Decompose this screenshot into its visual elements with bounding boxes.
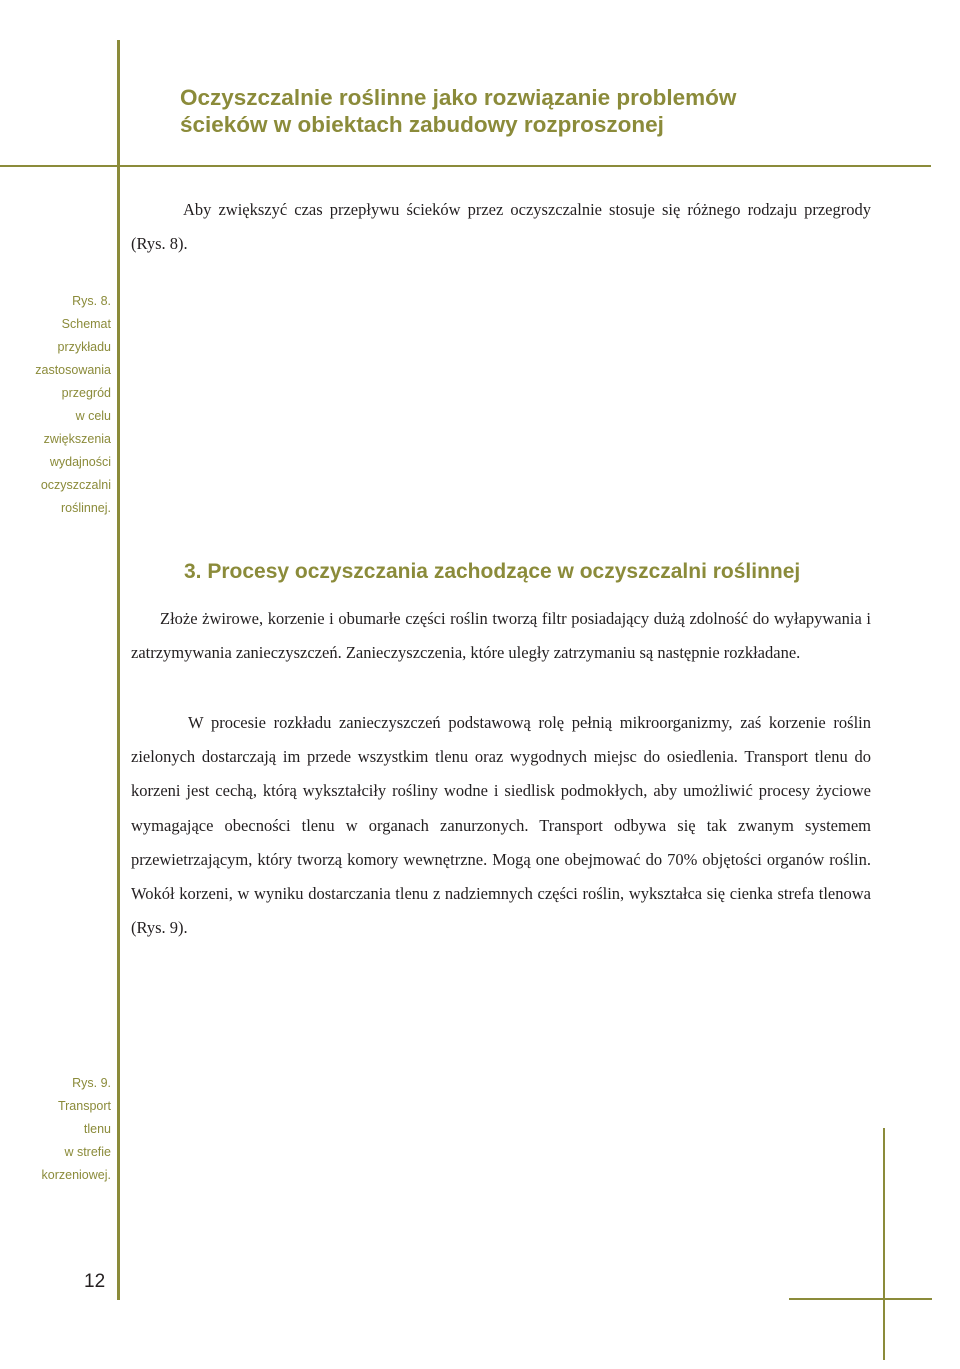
caption-line: zastosowania — [35, 363, 111, 377]
title-line-1: Oczyszczalnie roślinne jako rozwiązanie problemów — [180, 85, 737, 110]
section-title: Procesy oczyszczania zachodzące w oczyszczalni roślinnej — [207, 560, 801, 583]
caption-line: zwiększenia — [43, 432, 111, 446]
page-number: 12 — [84, 1271, 106, 1292]
figure-8-caption — [35, 290, 111, 520]
caption-line: Schemat — [61, 317, 111, 331]
section-paragraph-2: W procesie rozkładu zanieczyszczeń podstawową rolę pełnią mikroorganizmy, zaś korzenie roślin zielonych dostarczają im przede wszystkim tlenu oraz wygodnych miejsc do osiedlenia. Transport tlenu do korzeni jest cechą, którą wykształciły rośliny wodne i siedlisk podmokłych, aby umożliwić procesy życiowe wymagające obecności tlenu w organach zanurzonych. Transport odbywa się tak zwanym systemem przewietrzającym, który tworzą komory wewnętrzne. Mogą one obejmować do 70% objętości organów roślin. Wokół korzeni, w wyniku dostarczania tlenu z nadziemnych części roślin, wykształca się cienka strefa tlenowa (Rys. 9). — [131, 713, 871, 938]
caption-line: korzeniowej. — [41, 1168, 111, 1182]
left-vertical-rule — [117, 40, 120, 1300]
section-paragraph-1: Złoże żwirowe, korzenie i obumarłe części roślin tworzą filtr posiadający dużą zdolność do wyłapywania i zatrzymywania zanieczyszczeń. Zanieczyszczenia, które uległy zatrzymaniu są następnie rozkładane. — [131, 609, 871, 663]
caption-line: przegród — [61, 386, 111, 400]
section-number: 3. — [184, 560, 202, 583]
caption-line: Rys. 8. — [72, 294, 111, 308]
corner-horizontal-rule — [789, 1298, 932, 1300]
caption-line: roślinnej. — [60, 501, 111, 515]
caption-line: Transport — [57, 1099, 111, 1113]
corner-vertical-rule — [883, 1128, 885, 1360]
document-title — [180, 84, 900, 138]
caption-line: oczyszczalni — [40, 478, 111, 492]
caption-line: wydajności — [49, 455, 111, 469]
section-heading — [184, 558, 800, 586]
figure-9-caption — [42, 1072, 111, 1187]
caption-line: przykładu — [57, 340, 111, 354]
intro-paragraph: Aby zwiększyć czas przepływu ścieków przez oczyszczalnie stosuje się różnego rodzaju przegrody (Rys. 8). — [131, 200, 871, 254]
caption-line: w celu — [75, 409, 111, 423]
caption-line: tlenu — [83, 1122, 111, 1136]
header-horizontal-rule — [0, 165, 931, 167]
title-line-2: ścieków w obiektach zabudowy rozproszonej — [180, 112, 664, 137]
caption-line: Rys. 9. — [72, 1076, 111, 1090]
caption-line: w strefie — [64, 1145, 111, 1159]
